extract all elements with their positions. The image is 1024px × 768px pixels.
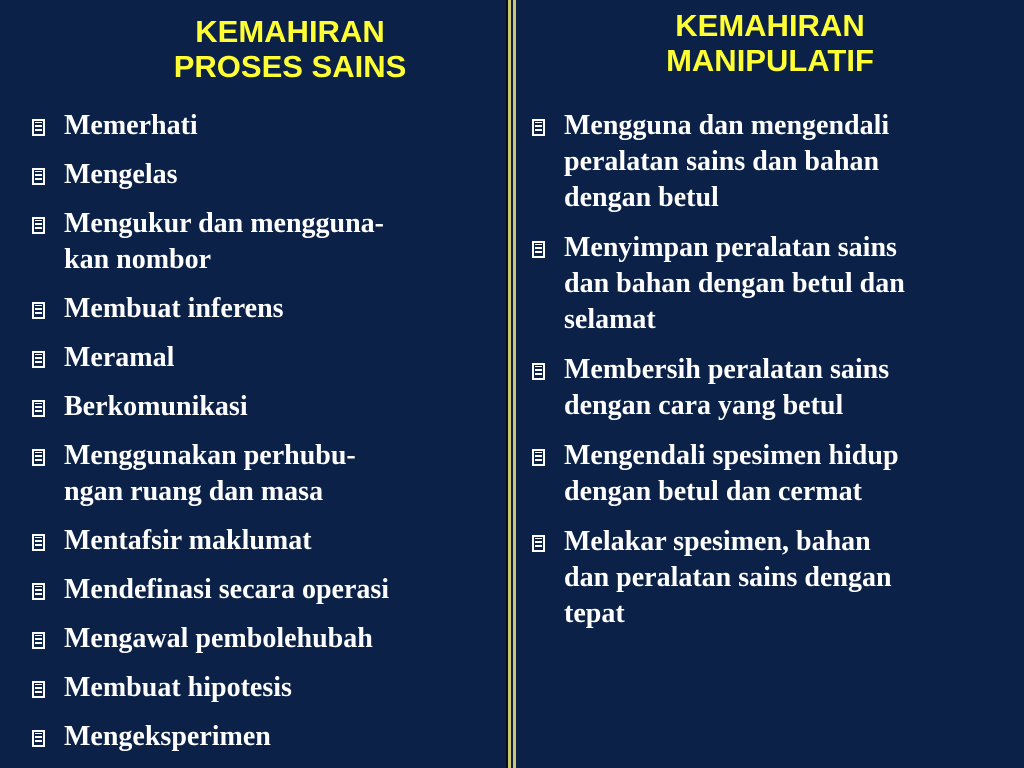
item-text-line: Mentafsir maklumat — [64, 525, 312, 556]
list-lines-icon — [32, 583, 45, 600]
heading-line: PROSES SAINS — [173, 49, 407, 84]
list-lines-icon — [32, 730, 45, 747]
item-text-line: Menggunakan perhubu- — [64, 440, 356, 471]
list-item — [30, 291, 500, 327]
list-lines-icon — [532, 363, 545, 380]
item-text-line: Membuat hipotesis — [64, 672, 292, 703]
list-lines-icon — [532, 241, 545, 258]
item-text-line: Mengukur dan mengguna- — [64, 208, 385, 239]
item-text-line: dengan betul dan cermat — [564, 476, 862, 507]
list-item — [530, 108, 1020, 216]
list-lines-icon — [32, 119, 45, 136]
list-item — [530, 438, 1020, 510]
item-text-line: peralatan sains dan bahan — [564, 146, 880, 177]
list-item — [30, 389, 500, 425]
heading-line: MANIPULATIF — [666, 43, 874, 78]
item-text-line: Melakar spesimen, bahan — [564, 526, 871, 557]
skill-list-left — [30, 108, 500, 768]
item-text-line: Menyimpan peralatan sains — [564, 232, 897, 263]
list-item — [30, 523, 500, 559]
item-text-line: Memerhati — [64, 110, 198, 141]
list-item — [30, 670, 500, 706]
list-lines-icon — [532, 535, 545, 552]
list-lines-icon — [32, 217, 45, 234]
list-lines-icon — [32, 168, 45, 185]
list-lines-icon — [32, 681, 45, 698]
item-text-line: Membersih peralatan sains — [564, 354, 890, 385]
column-divider — [508, 0, 516, 768]
item-text-line: dengan cara yang betul — [564, 390, 844, 421]
list-item — [30, 572, 500, 608]
column-heading-left — [60, 14, 520, 84]
list-item — [30, 157, 500, 193]
list-item — [30, 206, 500, 278]
skill-list-right — [530, 108, 1020, 646]
column-manipulatif — [516, 0, 1024, 768]
item-text-line: Mengawal pembolehubah — [64, 623, 373, 654]
item-text-line: tepat — [564, 598, 625, 629]
item-text-line: Mengendali spesimen hidup — [564, 440, 899, 471]
list-item — [30, 438, 500, 510]
list-item — [530, 524, 1020, 632]
list-lines-icon — [532, 449, 545, 466]
item-text-line: Membuat inferens — [64, 293, 284, 324]
list-lines-icon — [32, 400, 45, 417]
item-text-line: selamat — [564, 304, 656, 335]
item-text-line: dan peralatan sains dengan — [564, 562, 892, 593]
list-item — [530, 230, 1020, 338]
item-text-line: Mengelas — [64, 159, 178, 190]
list-lines-icon — [32, 449, 45, 466]
list-item — [30, 621, 500, 657]
list-lines-icon — [32, 351, 45, 368]
list-item — [530, 352, 1020, 424]
item-text-line: dan bahan dengan betul dan — [564, 268, 905, 299]
item-text-line: Berkomunikasi — [64, 391, 248, 422]
list-lines-icon — [32, 632, 45, 649]
list-item — [30, 719, 500, 755]
column-heading-right — [516, 8, 1024, 78]
item-text-line: Mengeksperimen — [64, 721, 271, 752]
heading-line: KEMAHIRAN — [195, 14, 385, 49]
column-proses-sains — [0, 0, 508, 768]
list-item — [30, 340, 500, 376]
list-lines-icon — [32, 534, 45, 551]
item-text-line: kan nombor — [64, 244, 212, 275]
list-lines-icon — [32, 302, 45, 319]
item-text-line: Mengguna dan mengendali — [564, 110, 890, 141]
heading-line: KEMAHIRAN — [675, 8, 865, 43]
item-text-line: Meramal — [64, 342, 175, 373]
list-item — [30, 108, 500, 144]
item-text-line: dengan betul — [564, 182, 719, 213]
item-text-line: Mendefinasi secara operasi — [64, 574, 390, 605]
item-text-line: ngan ruang dan masa — [64, 476, 324, 507]
list-lines-icon — [532, 119, 545, 136]
